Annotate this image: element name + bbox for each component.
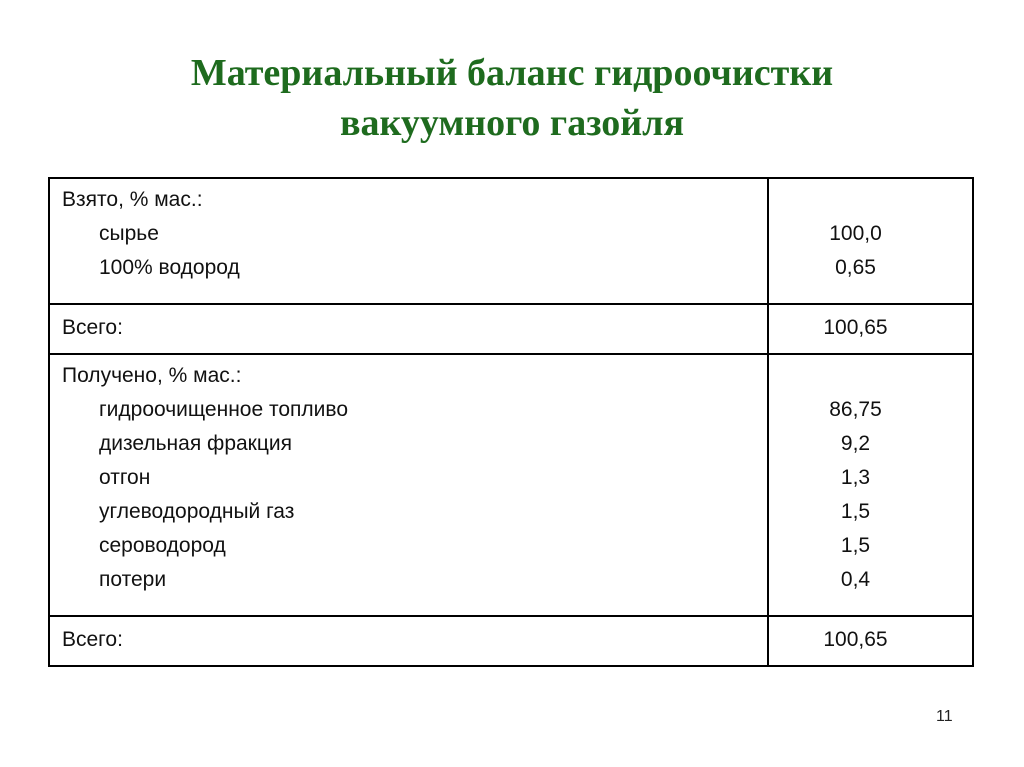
taken-labels-cell bbox=[49, 178, 768, 304]
received-section-row bbox=[49, 354, 973, 616]
taken-values-cell bbox=[768, 178, 973, 304]
received-item-value: 0,4 bbox=[840, 568, 871, 591]
taken-item-label: 100% водород bbox=[99, 256, 240, 279]
received-values-cell bbox=[768, 354, 973, 616]
taken-section-row bbox=[49, 178, 973, 304]
taken-item-label: сырье bbox=[99, 222, 159, 245]
page-number: 11 bbox=[936, 708, 953, 725]
received-labels-cell bbox=[49, 354, 768, 616]
taken-item-value: 0,65 bbox=[835, 256, 876, 279]
received-total-label: Всего: bbox=[62, 628, 123, 651]
received-total-value: 100,65 bbox=[823, 628, 888, 651]
received-total-row bbox=[49, 616, 973, 666]
received-item-label: сероводород bbox=[99, 534, 226, 557]
taken-total-label-cell bbox=[49, 304, 768, 354]
received-item-label: углеводородный газ bbox=[99, 500, 295, 523]
slide-title-line-1: Материальный баланс гидроочистки bbox=[190, 52, 834, 94]
received-total-label-cell bbox=[49, 616, 768, 666]
slide-title bbox=[0, 48, 1024, 148]
received-item-label: отгон bbox=[99, 466, 151, 489]
slide-title-line-2: вакуумного газойля bbox=[339, 102, 685, 144]
taken-header: Взято, % мас.: bbox=[62, 188, 203, 211]
taken-total-row bbox=[49, 304, 973, 354]
received-item-label: дизельная фракция bbox=[99, 432, 292, 455]
received-item-value: 1,5 bbox=[840, 534, 871, 557]
received-item-label: гидроочищенное топливо bbox=[99, 398, 349, 421]
taken-total-value: 100,65 bbox=[823, 316, 888, 339]
received-item-value: 1,5 bbox=[840, 500, 871, 523]
taken-header-spacer bbox=[769, 183, 972, 217]
received-item-value: 86,75 bbox=[829, 398, 882, 421]
material-balance-table bbox=[48, 177, 974, 667]
received-item-value: 9,2 bbox=[840, 432, 871, 455]
received-header: Получено, % мас.: bbox=[62, 364, 242, 387]
received-header-spacer bbox=[769, 359, 972, 393]
taken-total-label: Всего: bbox=[62, 316, 123, 339]
taken-item-value: 100,0 bbox=[829, 222, 882, 245]
received-total-value-cell bbox=[768, 616, 973, 666]
received-item-label: потери bbox=[99, 568, 167, 591]
taken-total-value-cell bbox=[768, 304, 973, 354]
received-item-value: 1,3 bbox=[840, 466, 871, 489]
